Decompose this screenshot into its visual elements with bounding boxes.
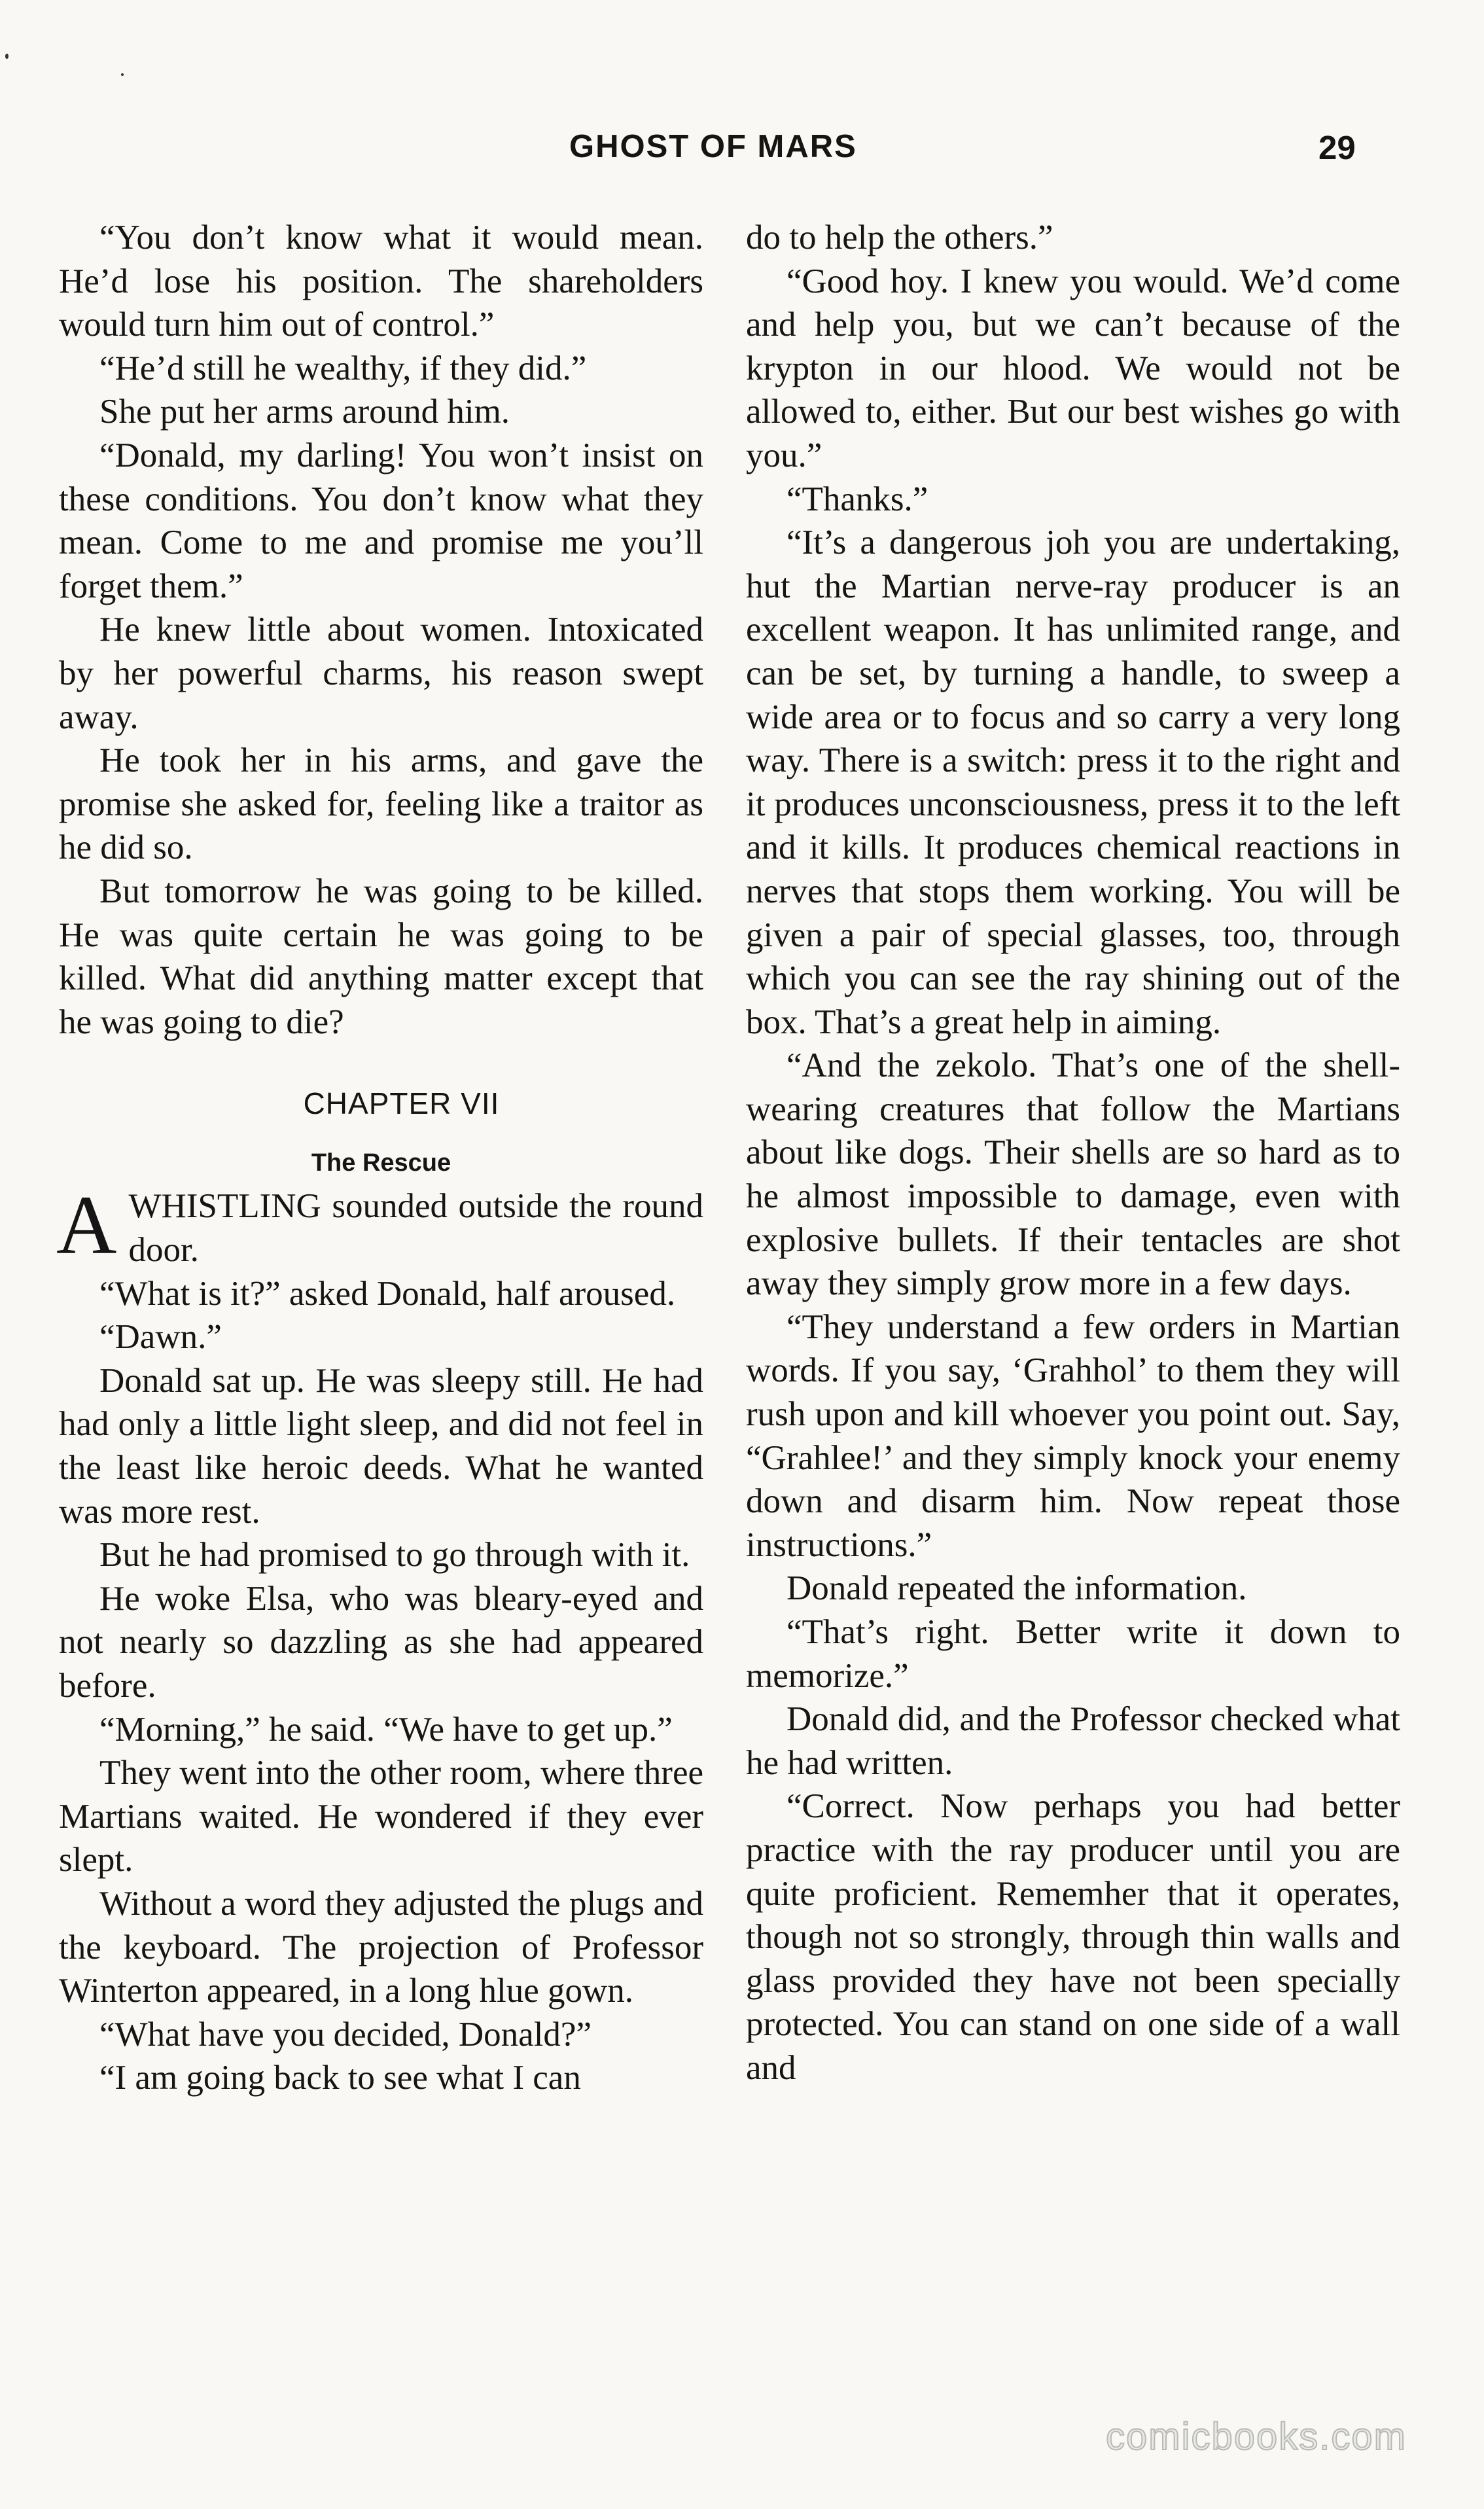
- paragraph-continuation: do to help the others.”: [746, 219, 1053, 257]
- paragraph: “Dawn.”: [99, 1318, 222, 1357]
- page-header: [0, 128, 1484, 187]
- chapter-heading: CHAPTER VII: [303, 1086, 500, 1121]
- paragraph: “That’s right. Better write it down to memorize.”: [746, 1613, 1400, 1695]
- paragraph: They went into the other room, where three Martians waited. He wondered if they ever slept.: [59, 1754, 703, 1879]
- page-number: 29: [1318, 129, 1356, 166]
- paragraph: “What have you decided, Donald?”: [99, 2015, 592, 2054]
- paragraph: But tomorrow he was going to be killed. He was quite certain he was going to be killed. What did anything matter except that he was going to die?: [59, 872, 703, 1041]
- opening-text: WHISTLING sounded outside the round door.: [128, 1187, 703, 1270]
- paragraph: “Thanks.”: [786, 480, 928, 518]
- paragraph: She put her arms around him.: [99, 393, 510, 431]
- paragraph: Donald sat up. He was sleepy still. He had had only a little light sleep, and did not feel in the least like heroic deeds. What he wanted was more rest.: [59, 1361, 703, 1531]
- paragraph: But he had promised to go through with it.: [99, 1536, 690, 1575]
- paragraph: “You don’t know what it would mean. He’d lose his position. The shareholders would turn him out of control.”: [59, 219, 703, 344]
- paragraph: “And the zekolo. That’s one of the shell-wearing creatures that follow the Martians about like dogs. Their shells are so hard as to he almost impossible to damage, even with explosive bullets. If their tentacles are shot away they simply grow more in a few days.: [746, 1046, 1400, 1303]
- paragraph: Donald repeated the information.: [786, 1569, 1247, 1608]
- opening-paragraph: [56, 1179, 703, 1272]
- paragraph: “What is it?” asked Donald, half aroused.: [99, 1274, 676, 1313]
- running-title: GHOST OF MARS: [569, 129, 857, 164]
- paragraph: “Morning,” he said. “We have to get up.”: [99, 1710, 673, 1749]
- paragraph: “I am going back to see what I can: [99, 2059, 581, 2097]
- drop-cap: A: [56, 1179, 117, 1272]
- paragraph: He knew little about women. Intoxicated by her powerful charms, his reason swept away.: [59, 611, 703, 736]
- paragraph: “It’s a dangerous joh you are undertaking, hut the Martian nerve-ray producer is an excellent weapon. It has unlimited range, and can be set, by turning a handle, to sweep a wide area or to focus and so carry a very long way. There is a switch: press it to the right and it produces unconsciousness, press it to the left and it kills. It produces chemical reactions in nerves that stops them working. You will be given a pair of special glasses, too, through which you can see the ray shining out of the box. That’s a great help in aiming.: [746, 524, 1400, 1041]
- paragraph: “Correct. Now perhaps you had better practice with the ray producer until you are quite proficient. Rememher that it operates, though not so strongly, through thin walls and glass provided they have not been specially protected. You can stand on one side of a wall and: [746, 1787, 1400, 2087]
- paragraph: “He’d still he wealthy, if they did.”: [99, 349, 587, 387]
- paragraph: “Good hoy. I knew you would. We’d come and help you, but we can’t because of the krypton in our hlood. We would not be allowed to, either. But our best wishes go with you.”: [746, 262, 1400, 474]
- paragraph: “They understand a few orders in Martian words. If you say, ‘Grahhol’ to them they will rush upon and kill whoever you point out. Say, “Grahlee!’ and they simply knock your enemy down and disarm him. Now repeat those instructions.”: [746, 1308, 1400, 1564]
- paragraph: He woke Elsa, who was bleary-eyed and not nearly so dazzling as she had appeared before.: [59, 1579, 703, 1705]
- watermark: comicbooks.com: [1106, 2415, 1407, 2458]
- print-speck: [5, 54, 9, 59]
- right-column: [746, 216, 1400, 2090]
- paragraph: Donald did, and the Professor checked what he had written.: [746, 1700, 1400, 1782]
- paragraph: Without a word they adjusted the plugs and the keyboard. The projection of Professor Winterton appeared, in a long hlue gown.: [59, 1884, 703, 2010]
- chapter-subtitle: The Rescue: [311, 1148, 451, 1177]
- left-column: [56, 216, 703, 2100]
- paragraph: “Donald, my darling! You won’t insist on these conditions. You don’t know what they mean. Come to me and promise me you’ll forget them.”: [59, 436, 703, 605]
- print-speck: [121, 73, 124, 76]
- paragraph: He took her in his arms, and gave the promise she asked for, feeling like a traitor as he did so.: [59, 741, 703, 867]
